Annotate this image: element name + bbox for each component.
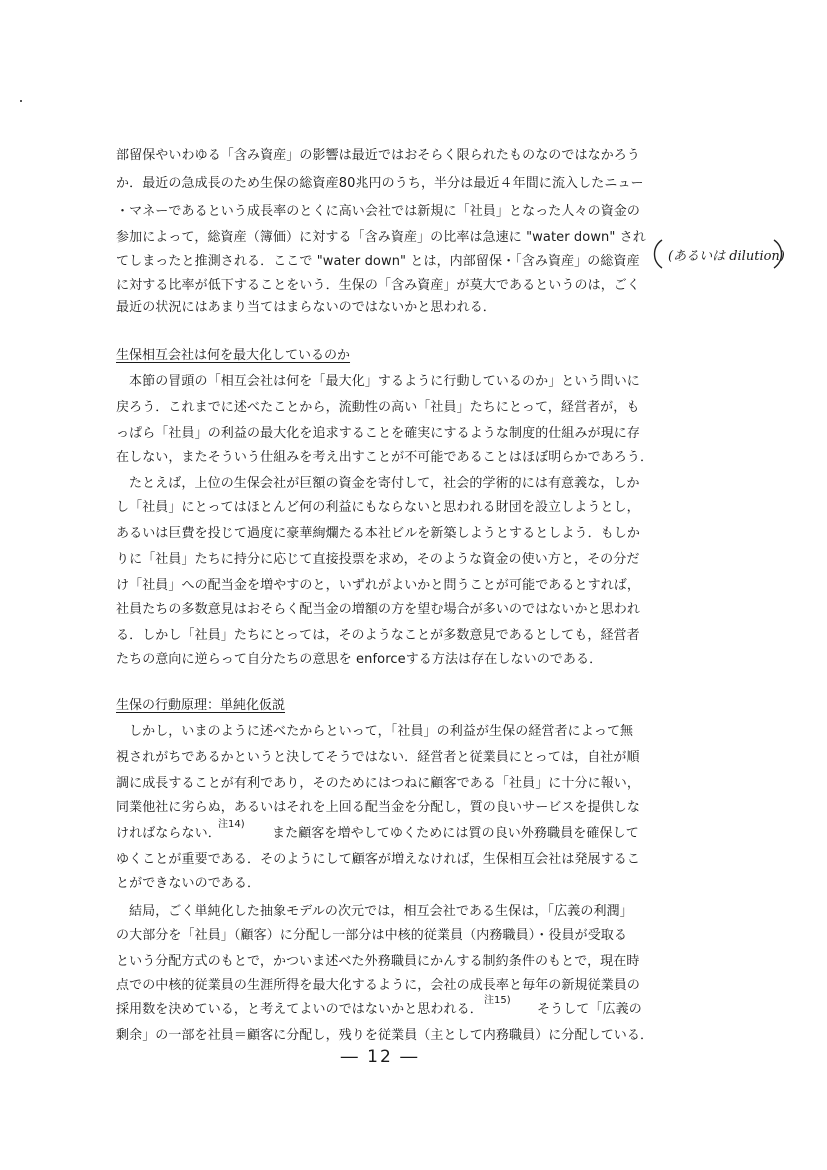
paragraph5-line: 採用数を決めている，と考えてよいのではないかと思われる． bbox=[116, 1002, 483, 1017]
paragraph2-line: っぱら「社員」の利益の最大化を追求することを確実にするような制度的仕組みが現に存 bbox=[116, 426, 641, 441]
paragraph4-line: 視されがちであるかというと決してそうではない．経営者と従業員にとっては，自社が順 bbox=[116, 750, 640, 765]
paragraph4-line: ゆくことが重要である．そのようにして顧客が増えなければ，生保相互会社は発展するこ bbox=[116, 852, 641, 867]
paragraph5-line: 結局，ごく単純化した抽象モデルの次元では，相互会社である生保は，「広義の利潤」 bbox=[129, 904, 633, 919]
paragraph1-line: 最近の状況にはあまり当てはまらないのではないかと思われる． bbox=[116, 300, 496, 315]
paragraph1-line: てしまったと推測される．ここで "water down" とは，内部留保・「含み資産」の総資産 bbox=[116, 254, 640, 269]
footnote-ref-14: 注14) bbox=[218, 819, 245, 830]
paragraph4-line: とができないのである． bbox=[116, 876, 261, 891]
paragraph2-line: 在しない，またそういう仕組みを考え出すことが不可能であることはほぼ明らかであろう． bbox=[116, 450, 654, 465]
paragraph2-line: 本節の冒頭の「相互会社は何を「最大化」するように行動しているのか」という問いに bbox=[129, 374, 640, 389]
paragraph3-line: る．しかし「社員」たちにとっては，そのようなことが多数意見であるとしても，経営者 bbox=[116, 628, 640, 643]
paragraph4-line: また顧客を増やしてゆくためには質の良い外務職員を確保して bbox=[272, 826, 639, 841]
paragraph3-line: け「社員」への配当金を増やすのと，いずれがよいかと問うことが可能であるとすれば， bbox=[116, 578, 641, 593]
paragraph1-line: 部留保やいわゆる「含み資産」の影響は最近ではおそらく限られたものなのではなかろう bbox=[116, 148, 641, 163]
paragraph4-line: 調に成長することが有利であり，そのためにはつねに顧客である「社員」に十分に報い， bbox=[116, 776, 641, 791]
paragraph2-line: 戻ろう．これまでに述べたことから，流動性の高い「社員」たちにとって，経営者が，も bbox=[116, 400, 640, 415]
scan-speck bbox=[20, 100, 22, 102]
section-heading-maximize: 生保相互会社は何を最大化しているのか bbox=[116, 348, 351, 363]
paragraph5-line: 剰余」の一部を社員＝顧客に分配し，残りを従業員（主として内務職員）に分配している． bbox=[116, 1028, 654, 1043]
paragraph5-line: そうして「広義の bbox=[537, 1002, 642, 1017]
paragraph3-line: あるいは巨費を投じて過度に豪華絢爛たる本社ビルを新築しようとするとしよう．もしか bbox=[116, 526, 641, 541]
footnote-ref-15: 注15) bbox=[484, 995, 511, 1006]
paragraph5-line: という分配方式のもとで，かついま述べた外務職員にかんする制約条件のもとで，現在時 bbox=[116, 954, 640, 969]
paragraph1-line: に対する比率が低下することをいう．生保の「含み資産」が莫大であるというのは，ごく bbox=[116, 278, 641, 293]
paragraph3-line: たとえば，上位の生保会社が巨額の資金を寄付して，社会的学術的には有意義な，しか bbox=[129, 476, 640, 491]
handwritten-note-text: (あるいは dilution) bbox=[668, 249, 785, 264]
paragraph4-line: 同業他社に劣らぬ，あるいはそれを上回る配当金を分配し，質の良いサービスを提供しな bbox=[116, 800, 641, 815]
paragraph1-line: 参加によって，総資産（簿価）に対する「含み資産」の比率は急速に "water down" され bbox=[116, 230, 646, 245]
paragraph3-line: りに「社員」たちに持分に応じて直接投票を求め，そのような資金の使い方と，その分だ bbox=[116, 552, 640, 567]
paragraph3-line: 社員たちの多数意見はおそらく配当金の増額の方を望む場合が多いのではないかと思われ bbox=[116, 602, 641, 617]
paragraph4-line: しかし，いまのように述べたからといって，「社員」の利益が生保の経営者によって無 bbox=[129, 724, 634, 739]
paragraph5-line: の大部分を「社員」（顧客）に分配し一部分は中核的従業員（内務職員）・役員が受取る bbox=[116, 928, 628, 943]
handwritten-annotation bbox=[650, 237, 786, 271]
paragraph5-line: 点での中核的従業員の生涯所得を最大化するように，会社の成長率と毎年の新規従業員の bbox=[116, 978, 641, 993]
paragraph3-line: たちの意向に逆らって自分たちの意思を enforceする方法は存在しないのである． bbox=[116, 652, 603, 667]
paragraph1-line: ・マネーであるという成長率のとくに高い会社では新規に「社員」となった人々の資金の bbox=[116, 204, 641, 219]
paragraph4-line: ければならない． bbox=[116, 826, 221, 841]
page-number: ― 12 ― bbox=[340, 1047, 420, 1067]
paragraph3-line: し「社員」にとってはほとんど何の利益にもならないと思われる財団を設立しようとし， bbox=[116, 500, 640, 515]
section-heading-behavior: 生保の行動原理：単純化仮説 bbox=[116, 698, 286, 713]
paragraph1-line: か．最近の急成長のため生保の総資産80兆円のうち，半分は最近４年間に流入したニュー bbox=[116, 176, 644, 191]
